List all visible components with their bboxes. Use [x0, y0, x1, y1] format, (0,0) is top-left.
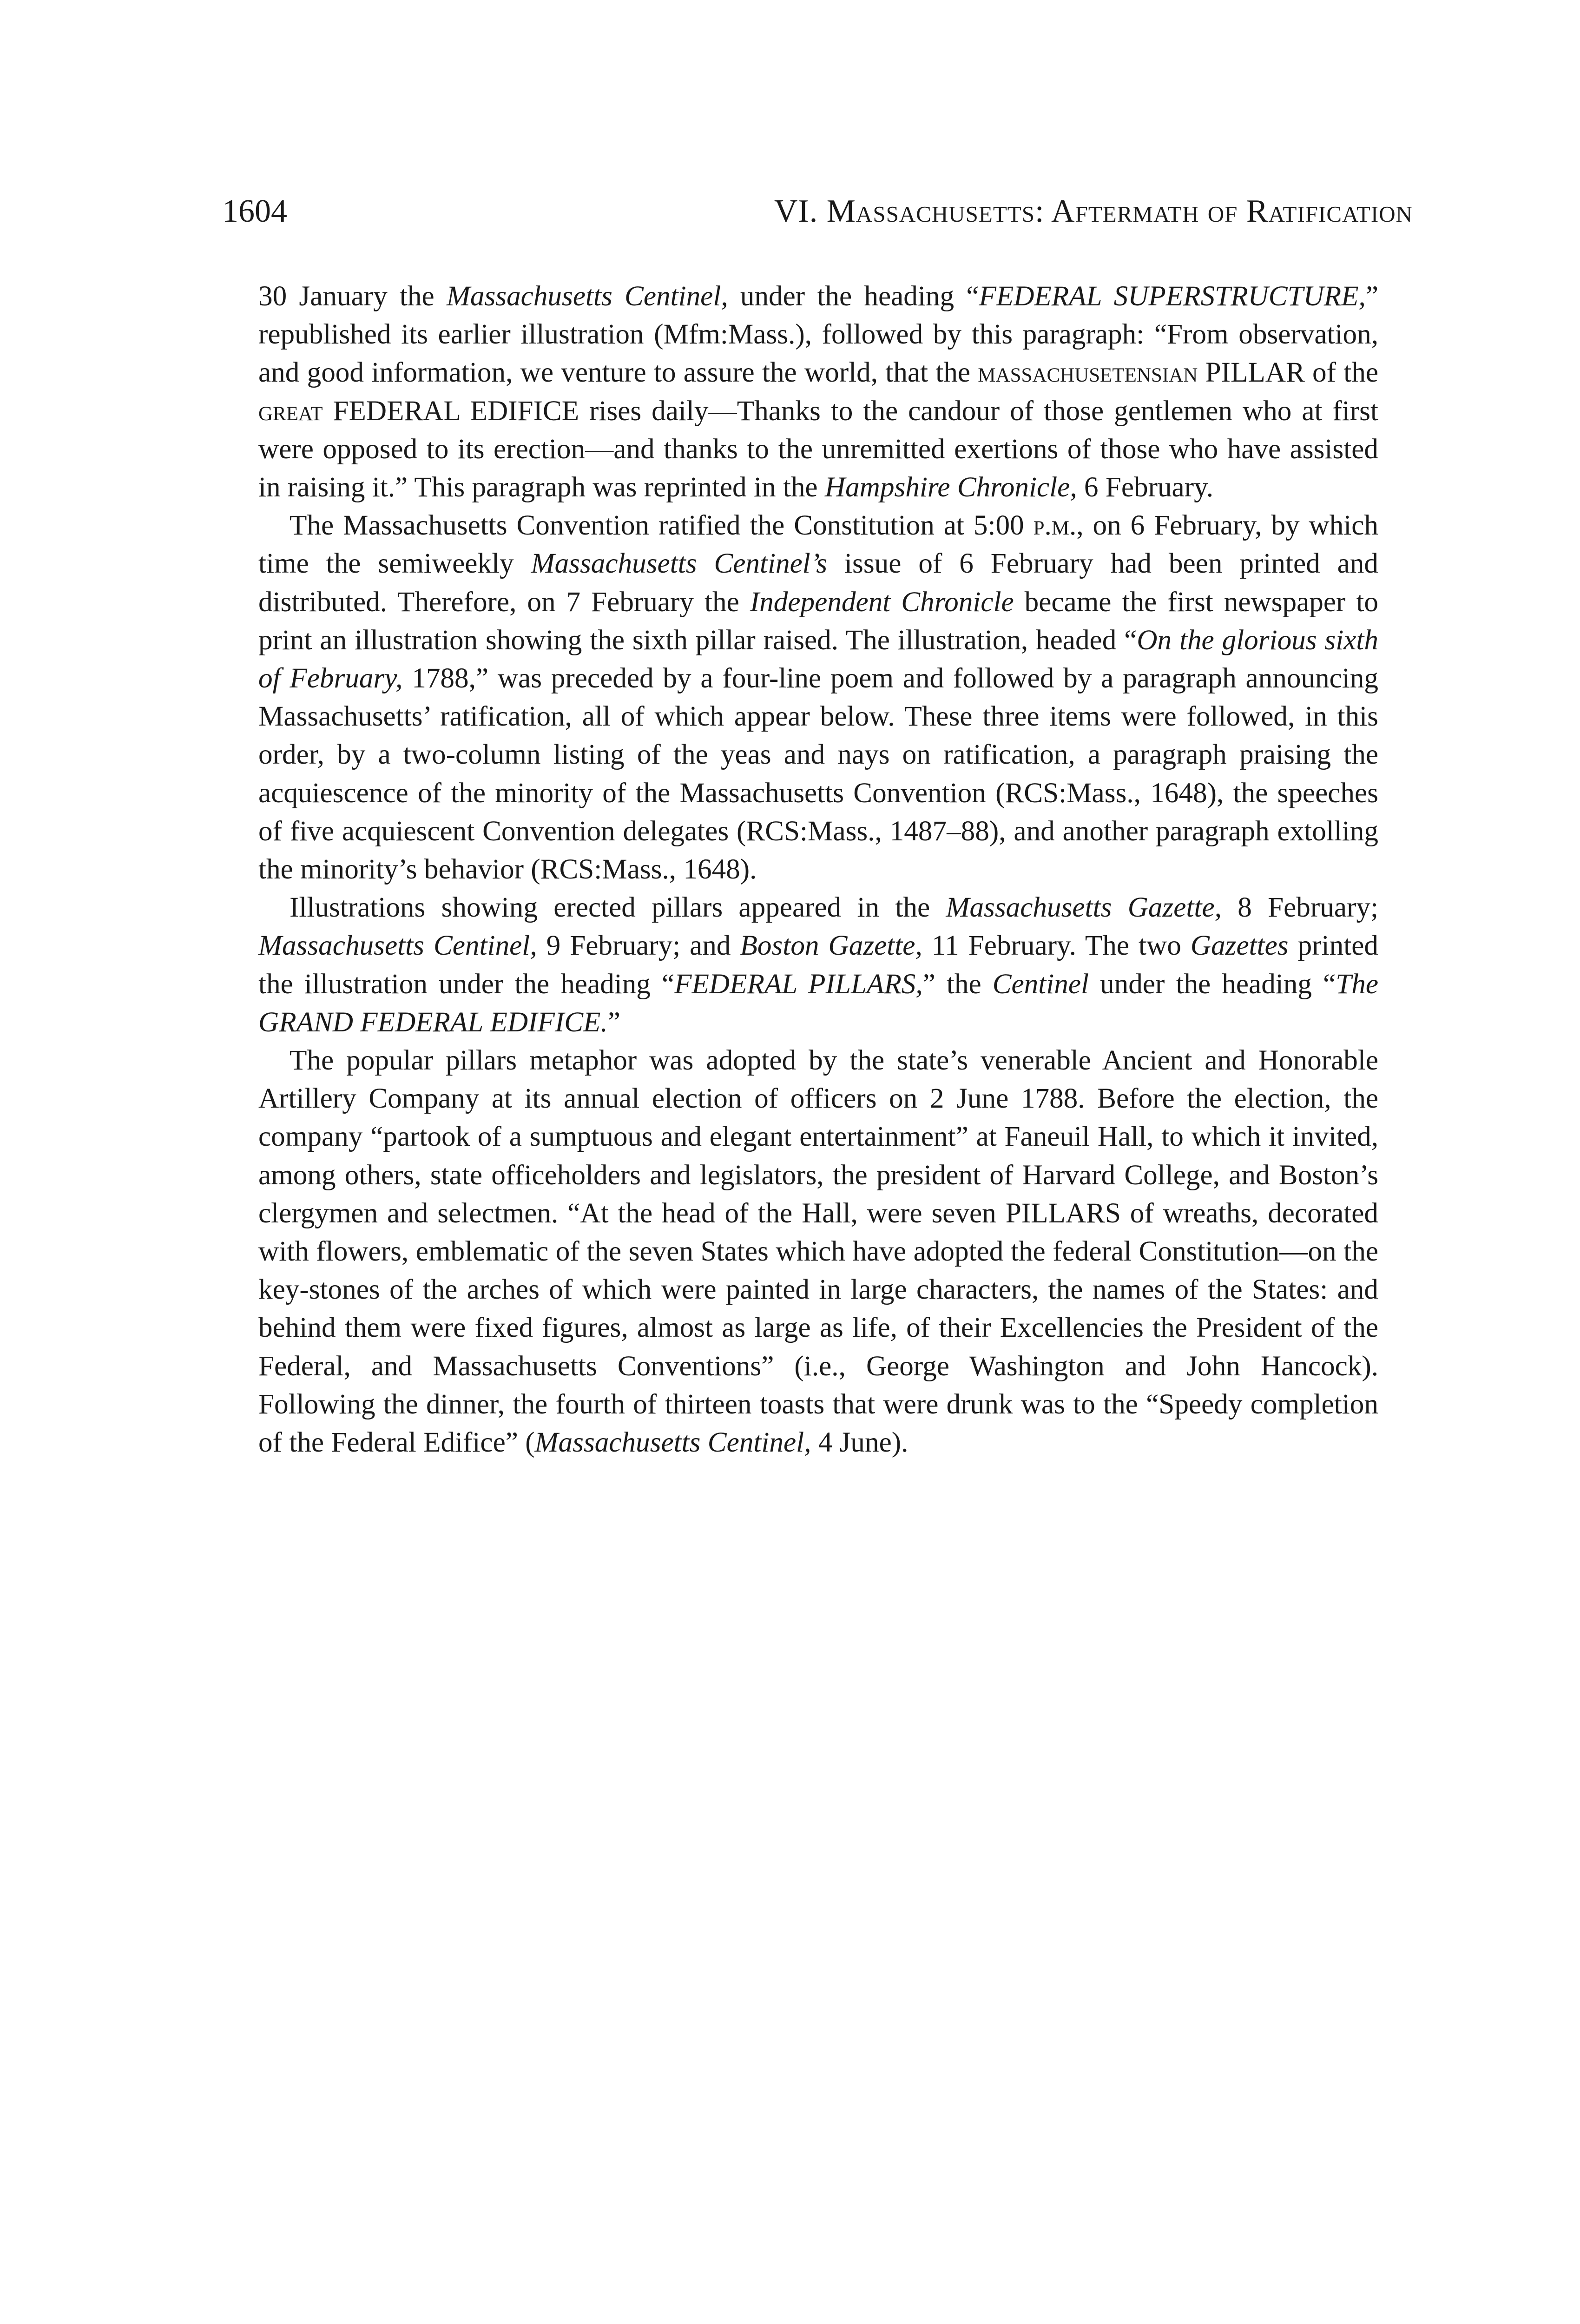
- newspaper-title: Massachusetts Centinel’s: [531, 548, 828, 580]
- small-caps-word: p.m.: [1033, 509, 1077, 541]
- newspaper-title: Massachusetts Centinel,: [446, 280, 728, 312]
- text-run: 30 January the: [258, 280, 447, 312]
- text-run: issue of 6 February had been printed and distributed. Therefore, on 7 February the: [258, 548, 1378, 618]
- newspaper-title: Massachusetts Centinel,: [534, 1426, 811, 1459]
- paragraph-4: [258, 1041, 1378, 1461]
- text-run: The popular pillars metaphor was adopted by the state’s venerable Ancient and Honorable Artillery Company at its annual election of officers on 2 June 1788. Before the election, the company “partook of a sumptuous and elegant entertainment” at Faneuil Hall, to which it invited, among others, state officeholders and legislators, the president of Harvard College, and Boston’s clergymen and selectmen. “At the head of the Hall, were seven PILLARS of wreaths, decorated with flowers, emblematic of the seven States which have adopted the federal Constitution—on the key-stones of the arches of which were painted in large characters, the names of the States: and behind them were fixed figures, almost as large as life, of their Excellencies the President of the Federal, and Massachusetts Conventions” (i.e., George Washington and John Hancock). Following the dinner, the fourth of thirteen toasts that were drunk was to the “Speedy completion of the Federal Edifice” (: [258, 1044, 1378, 1459]
- quoted-heading: On the glorious sixth of February,: [258, 624, 1378, 694]
- text-run: printed the illustration under the heading “: [258, 930, 1378, 1000]
- page-number: 1604: [222, 193, 287, 229]
- text-run: PILLAR of the: [1198, 357, 1378, 389]
- text-run: FEDERAL EDIFICE rises daily—Thanks to the candour of those gentlemen who at first were opposed to its erection—and thanks to the unremitted exertions of those who have assisted in raising it.” This paragraph was reprinted in the: [258, 395, 1378, 503]
- quoted-heading: The GRAND FEDERAL EDIFICE.: [258, 968, 1378, 1038]
- chapter-title: VI. Massachusetts: Aftermath of Ratification: [774, 193, 1413, 229]
- newspaper-title: Massachusetts Gazette,: [946, 891, 1222, 924]
- text-run: Illustrations showing erected pillars appeared in the: [290, 891, 946, 924]
- text-run: under the heading “: [1089, 968, 1336, 1000]
- text-run: ” republished its earlier illustration (Mfm:Mass.), followed by this paragraph: “From observation, and good information, we venture to assure the world, that the: [258, 280, 1378, 389]
- text-run: 4 June).: [811, 1426, 908, 1459]
- quoted-heading: FEDERAL SUPERSTRUCTURE,: [979, 280, 1366, 312]
- text-run: ”: [607, 1006, 620, 1038]
- text-run: , on 6 February, by which time the semiweekly: [258, 509, 1379, 580]
- text-run: 9 February; and: [537, 930, 740, 962]
- text-run: became the first newspaper to print an illustration showing the sixth pillar raised. The illustration, headed “: [258, 586, 1378, 656]
- text-run: ” the: [922, 968, 993, 1000]
- text-run: 11 February. The two: [922, 930, 1191, 962]
- paragraph-3: [258, 888, 1378, 1041]
- newspaper-title: Boston Gazette,: [740, 930, 922, 962]
- newspaper-title: Hampshire Chronicle,: [824, 471, 1077, 503]
- newspaper-title: Gazettes: [1190, 930, 1289, 962]
- text-run: The Massachusetts Convention ratified the Constitution at 5:00: [290, 509, 1034, 541]
- paragraph-2: [258, 506, 1378, 888]
- quoted-heading: FEDERAL PILLARS,: [674, 968, 923, 1000]
- text-run: 1788,” was preceded by a four-line poem and followed by a paragraph announcing Massachusetts’ ratification, all of which appear below. These three items were followed, in this order, by a two-column listing of the yeas and nays on ratification, a paragraph praising the acquiescence of the minority of the Massachusetts Convention (RCS:Mass., 1648), the speeches of five acquiescent Convention delegates (RCS:Mass., 1487–88), and another paragraph extolling the minority’s behavior (RCS:Mass., 1648).: [258, 662, 1378, 885]
- small-caps-word: massachusetensian: [978, 357, 1198, 389]
- newspaper-title: Massachusetts Centinel,: [258, 930, 537, 962]
- paragraph-1: [258, 277, 1378, 506]
- newspaper-title: Independent Chronicle: [750, 586, 1014, 618]
- body-text: [258, 277, 1378, 1461]
- text-run: 8 February;: [1221, 891, 1378, 924]
- small-caps-word: great: [258, 395, 323, 427]
- newspaper-title: Centinel: [992, 968, 1089, 1000]
- running-head: [222, 186, 1413, 237]
- text-run: under the heading “: [728, 280, 979, 312]
- text-run: 6 February.: [1077, 471, 1213, 503]
